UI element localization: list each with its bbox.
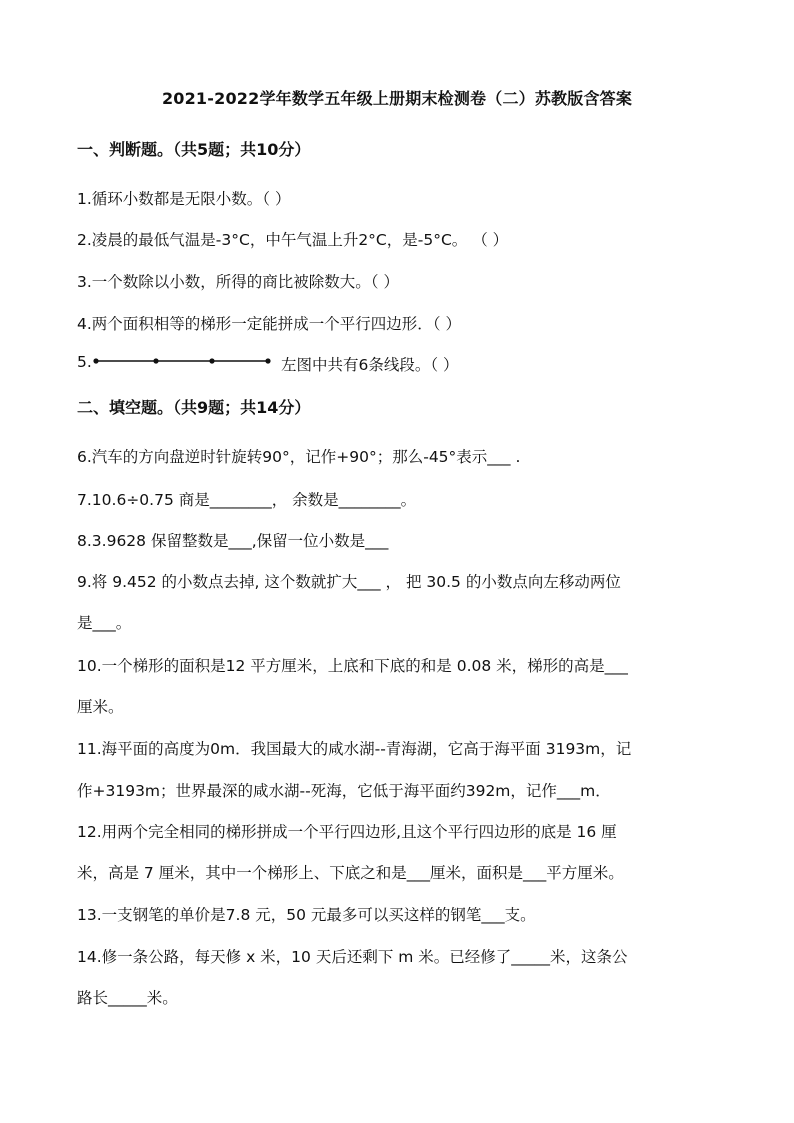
question-12-line-2: 米，高是 7 厘米，其中一个梯形上、下底之和是___厘米，面积是___平方厘米。 [77, 864, 624, 882]
question-13: 13.一支钢笔的单价是7.8 元，50 元最多可以买这样的钢笔___支。 [77, 906, 536, 924]
segment-point-1 [93, 358, 98, 363]
question-6: 6.汽车的方向盘逆时针旋转90°，记作+90°；那么-45°表示___ . [77, 448, 521, 466]
line-segment-diagram [92, 351, 272, 371]
segment-point-3 [209, 358, 214, 363]
question-10-line-1: 10.一个梯形的面积是12 平方厘米，上底和下底的和是 0.08 米，梯形的高是___ [77, 657, 628, 675]
question-8: 8.3.9628 保留整数是___,保留一位小数是___ [77, 532, 389, 550]
question-14-line-1: 14.修一条公路，每天修 x 米，10 天后还剩下 m 米。已经修了_____米，这条公 [77, 948, 628, 966]
question-5-number: 5. [77, 353, 92, 371]
question-12-line-1: 12.用两个完全相同的梯形拼成一个平行四边形,且这个平行四边形的底是 16 厘 [77, 823, 617, 841]
question-2: 2.凌晨的最低气温是-3°C，中午气温上升2°C，是-5°C。 （ ） [77, 231, 509, 249]
question-9-line-2: 是___。 [77, 614, 132, 632]
page-title: 2021-2022学年数学五年级上册期末检测卷（二）苏教版含答案 [161, 89, 633, 108]
question-10-line-2: 厘米。 [77, 698, 124, 716]
section-heading-fill: 二、填空题。（共9题；共14分） [77, 398, 311, 417]
line-segment-figure [92, 351, 272, 371]
question-1: 1.循环小数都是无限小数。（ ） [77, 190, 291, 208]
question-14-line-2: 路长_____米。 [77, 989, 178, 1007]
question-7: 7.10.6÷0.75 商是________， 余数是________。 [77, 491, 417, 509]
segment-point-4 [265, 358, 270, 363]
question-3: 3.一个数除以小数，所得的商比被除数大。（ ） [77, 273, 399, 291]
question-5-text: 左图中共有6条线段。（ ） [281, 356, 459, 374]
question-4: 4.两个面积相等的梯形一定能拼成一个平行四边形．（ ） [77, 315, 461, 333]
segment-point-2 [153, 358, 158, 363]
section-heading-judge: 一、判断题。（共5题；共10分） [77, 140, 311, 159]
question-11-line-1: 11.海平面的高度为0m．我国最大的咸水湖--青海湖，它高于海平面 3193m，记 [77, 740, 632, 758]
question-11-line-2: 作+3193m；世界最深的咸水湖--死海，它低于海平面约392m，记作___m． [77, 782, 611, 800]
question-9-line-1: 9.将 9.452 的小数点去掉, 这个数就扩大___ ， 把 30.5 的小数点向左移动两位 [77, 573, 621, 591]
